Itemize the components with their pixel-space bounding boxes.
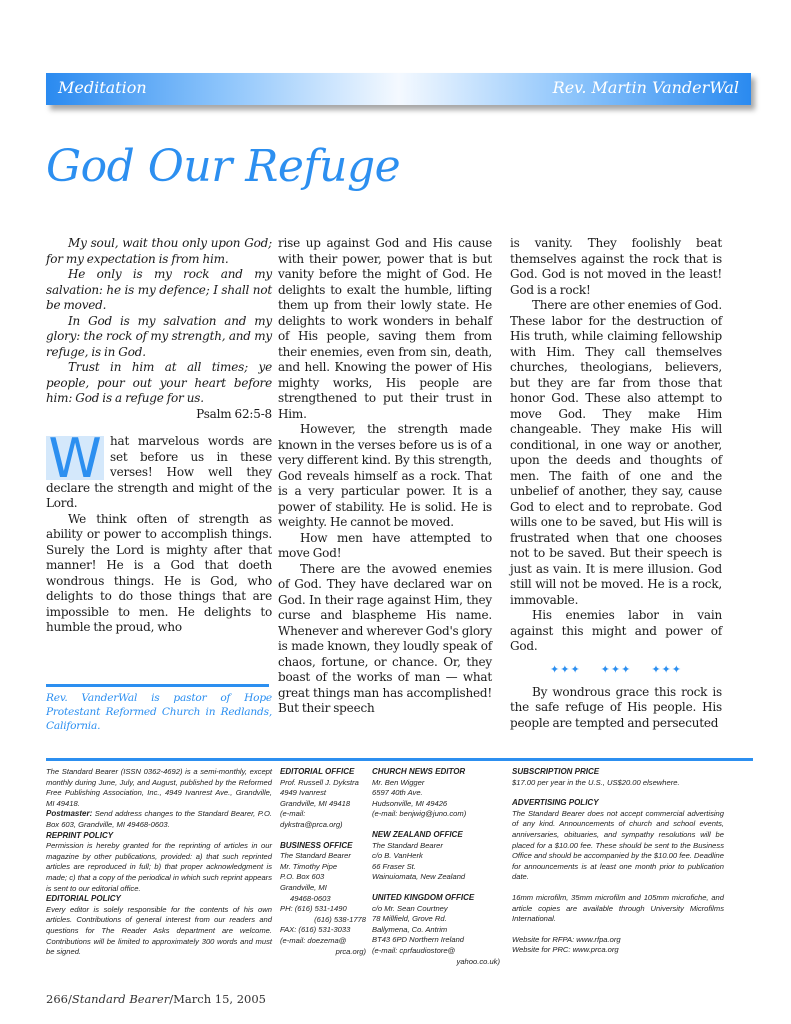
- bio-divider: [46, 684, 269, 687]
- phone-line: PH: (616) 531-1490: [280, 904, 347, 914]
- spacer: [512, 788, 724, 798]
- author-name: Rev. Martin VanderWal: [552, 78, 739, 97]
- email-link[interactable]: prca.org): [335, 946, 366, 956]
- scripture-passage: [46, 236, 272, 422]
- masthead-col-3: [372, 767, 500, 967]
- paragraph: rise up against God and His cause with their power, power that is but vanity before the might of God. He delights to exalt the humble, lifting them up from their lowly state. He delights to work wonders in behalf of His people, saving them from their enemies, even from sin, death, and hell. Knowing the power of His mighty works, His people are strengthened to put their trust in Him.: [278, 236, 492, 421]
- fax-line: FAX: (616) 531-3033: [280, 925, 351, 935]
- address-line: Grandville, MI 49418: [280, 798, 351, 808]
- diamond-ornament-icon: ✦✦✦: [651, 662, 682, 676]
- verse-line: He only is my rock and my salvation: he is my defence; I shall not be moved.: [46, 267, 272, 312]
- paragraph: His enemies labor in vain against this might and power of God.: [510, 608, 722, 653]
- phone-line: (616) 538-1778: [314, 914, 366, 924]
- opening-paragraph: [46, 427, 272, 512]
- drop-cap: W: [46, 436, 104, 480]
- address-line: The Standard Bearer: [280, 851, 351, 861]
- address-line: Hudsonville, MI 49426: [372, 798, 448, 808]
- address-line: c/o B. VanHerk: [372, 851, 423, 861]
- address-line: Ballymena, Co. Antrim: [372, 924, 448, 934]
- verse-line: My soul, wait thou only upon God; for my expectation is from him.: [46, 236, 272, 266]
- church-news-heading: CHURCH NEWS EDITOR: [372, 767, 466, 776]
- advertising-heading: ADVERTISING POLICY: [512, 798, 599, 808]
- editorial-policy-heading: EDITORIAL POLICY: [46, 894, 121, 904]
- paragraph: There are the avowed enemies of God. They have declared war on God. In their rage against Him, they curse and blaspheme His name. Whenever and wherever God's glory is made known, they loudly speak of chaos, fortune, or chance. Or, they boast of the works of man — what great things man has accomplished! But their speech: [278, 561, 492, 715]
- masthead-col-2: [280, 767, 366, 957]
- verse-line: In God is my salvation and my glory: the rock of my strength, and my refuge, is in God.: [46, 313, 272, 359]
- united-kingdom-heading: UNITED KINGDOM OFFICE: [372, 892, 475, 902]
- subscription-text: $17.00 per year in the U.S., US$20.00 elsewhere.: [512, 777, 680, 787]
- masthead-col-1: [46, 767, 272, 958]
- address-line: Mr. Timothy Pipe: [280, 861, 338, 871]
- email-link[interactable]: dykstra@prca.org): [280, 819, 343, 829]
- address-line: Wainuiomata, New Zealand: [372, 872, 466, 882]
- reprint-text: Permission is hereby granted for the reprinting of articles in our magazine by other publications, provided: a) that such reprinted articles are reproduced in full; b) that proper acknowledgment is made; c) that a copy of the periodical in which such reprint appears is sent to our editorial office.: [46, 841, 272, 893]
- article-title: God Our Refuge: [46, 141, 401, 192]
- masthead-intro: The Standard Bearer (ISSN 0362-4692) is a semi-monthly, except monthly during June, July, and August, published by the Reformed Free Publishing Association, Inc., 4949 Ivanrest Ave., Grandville, MI 49418.: [46, 767, 272, 808]
- email-link[interactable]: (e-mail: doezema@: [280, 935, 347, 945]
- editorial-office-heading: EDITORIAL OFFICE: [280, 767, 355, 776]
- business-office-heading: BUSINESS OFFICE: [280, 840, 353, 850]
- spacer: [512, 925, 724, 935]
- paragraph: We think often of strength as ability or power to accomplish things. Surely the Lord is mighty after that manner! He is a God that doeth wondrous things. He is God, who delights to do those things that are impossible to men. He delights to humble the proud, who: [46, 511, 272, 634]
- spacer: [280, 831, 366, 841]
- address-line: Grandville, MI: [280, 882, 327, 892]
- website-link[interactable]: Website for RFPA: www.rfpa.org: [512, 934, 621, 944]
- subscription-heading: SUBSCRIPTION PRICE: [512, 767, 600, 776]
- paragraph: By wondrous grace this rock is the safe refuge of His people. His people are tempted and persecuted: [510, 684, 722, 730]
- address-line: P.O. Box 603: [280, 872, 325, 882]
- publication-name: Standard Bearer: [71, 992, 170, 1006]
- address-line: Prof. Russell J. Dykstra: [280, 777, 359, 787]
- section-break-ornament: [510, 663, 722, 677]
- diamond-ornament-icon: ✦✦✦: [600, 662, 632, 676]
- page-number: 266: [46, 992, 68, 1006]
- spacer: [512, 883, 724, 893]
- email-link[interactable]: yahoo.co.uk): [456, 956, 500, 966]
- address-line: 78 Millfield, Grove Rd.: [372, 914, 447, 924]
- section-label: Meditation: [58, 78, 147, 97]
- paragraph: How men have attempted to move God!: [278, 530, 492, 560]
- column-3: [510, 236, 722, 731]
- email-link[interactable]: (e-mail: cprfaudiostore@: [372, 945, 456, 955]
- verse-reference: Psalm 62:5-8: [196, 406, 272, 421]
- address-line: 49468-0603: [290, 893, 331, 903]
- advertising-text: The Standard Bearer does not accept commercial advertising of any kind. Announcements of church and school events, anniversaries, obituaries, and sympathy resolutions will be placed for a $10.00 fee. These should be sent to the Business Office and should be accompanied by the $10.00 fee. Deadline for announcements is at least one month prior to publication date.: [512, 808, 724, 882]
- address-line: 4949 Ivanrest: [280, 788, 327, 798]
- paragraph: hat marvelous words are set before us in these verses! How well they declare the strength and might of the Lord.: [46, 434, 272, 510]
- address-line: (e-mail:: [280, 809, 306, 819]
- masthead-divider: [46, 758, 753, 761]
- paragraph: There are other enemies of God. These labor for the destruction of His truth, while claiming fellowship with Him. They call themselves churches, theologians, believers, but they are far from those that honor God. These also attempt to move God. They make Him changeable. They make His will conditional, in one way or another, upon the deeds and thoughts of men. The faith of one and the unbelief of another, they say, cause God to elect and to reprobate. God wills one to be saved, but His will is frustrated when that one chooses not to be saved. But their speech is just as vain. It is mere illusion. God still will not be moved. He is a rock, immovable.: [510, 298, 722, 607]
- postmaster-text: Send address changes to the Standard Bearer, P.O. Box 603, Grandville, MI 49468-0603.: [46, 809, 272, 829]
- masthead-col-4: [512, 767, 724, 956]
- address-line: The Standard Bearer: [372, 840, 443, 850]
- issue-date: March 15, 2005: [173, 992, 266, 1006]
- postmaster-notice: [46, 809, 272, 830]
- website-link[interactable]: Website for PRC: www.prca.org: [512, 945, 619, 955]
- email-link[interactable]: (e-mail: benjwig@juno.com): [372, 809, 467, 819]
- spacer: [372, 883, 500, 893]
- editorial-policy-text: Every editor is solely responsible for the contents of his own articles. Contributions of general interest from our readers and questions for The Reader Asks department are welcome. Contributions will be limited to approximately 300 words and must be signed.: [46, 904, 272, 957]
- verse-line: Trust in him at all times; ye people, pour out your heart before him: God is a refuge for us.: [46, 360, 272, 405]
- paragraph: is vanity. They foolishly beat themselves against the rock that is God. God is not moved in the least! God is a rock!: [510, 236, 722, 297]
- address-line: Mr. Ben Wigger: [372, 777, 425, 787]
- page-footer: 266/Standard Bearer/March 15, 2005: [46, 992, 266, 1006]
- spacer: [372, 820, 500, 830]
- paragraph: However, the strength made known in the verses before us is of a very different kind. By this strength, God reveals himself as a rock. That is a very particular power. It is a power of stability. He is solid. He is weighty. He cannot be moved.: [278, 422, 492, 529]
- microfilm-text: 16mm microfilm, 35mm microfilm and 105mm microfiche, and article copies are available through University Microfilms International.: [512, 892, 724, 924]
- author-bio: Rev. VanderWal is pastor of Hope Protestant Reformed Church in Redlands, California.: [46, 692, 272, 732]
- address-line: c/o Mr. Sean Courtney: [372, 903, 448, 913]
- column-1: [46, 236, 272, 636]
- address-line: 66 Fraser St.: [372, 861, 416, 871]
- column-2: [278, 236, 492, 717]
- section-banner: [46, 73, 751, 105]
- reprint-heading: REPRINT POLICY: [46, 830, 114, 840]
- address-line: 6597 40th Ave.: [372, 788, 423, 798]
- diamond-ornament-icon: ✦✦✦: [550, 662, 581, 676]
- postmaster-label: Postmaster:: [46, 809, 93, 819]
- address-line: BT43 6PD Northern Ireland: [372, 935, 465, 945]
- new-zealand-heading: NEW ZEALAND OFFICE: [372, 829, 463, 839]
